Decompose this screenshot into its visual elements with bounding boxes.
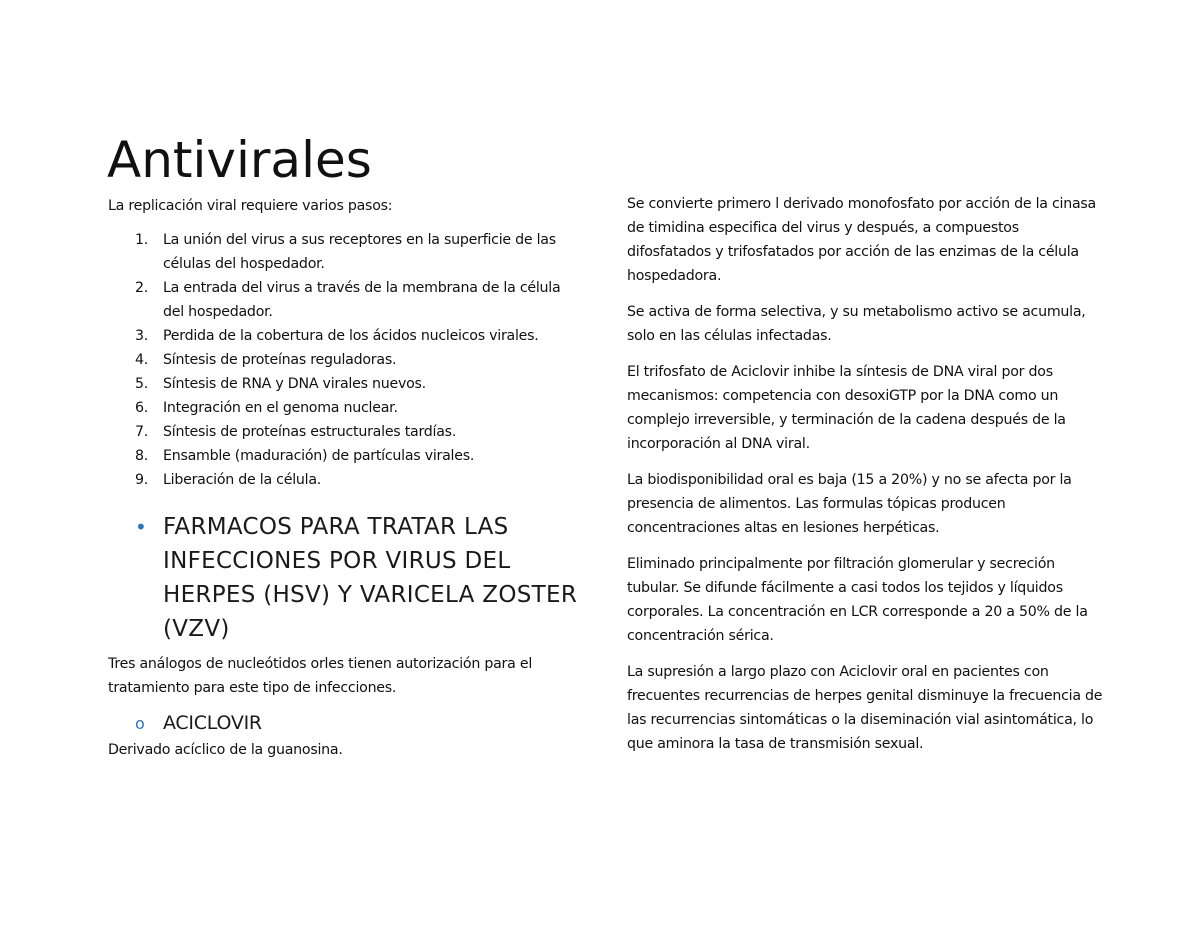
paragraph: Eliminado principalmente por filtración glomerular y secreción tubular. Se difunde fácilmente a casi todos los tejidos y líquidos corporales. La concentración en LCR corresponde a 20 a 50% de la concentración sérica.: [627, 556, 1088, 644]
list-number: 6.: [135, 400, 149, 416]
list-number: 2.: [135, 280, 149, 296]
list-item-text: Perdida de la cobertura de los ácidos nucleicos virales.: [163, 328, 539, 344]
list-item-text: Integración en el genoma nuclear.: [163, 400, 398, 416]
section-heading: [108, 510, 578, 646]
left-column: [108, 194, 578, 762]
page-title: Antivirales: [107, 131, 372, 189]
list-item-text: La unión del virus a sus receptores en la superficie de las células del hospedador.: [163, 232, 556, 272]
list-item-text: Ensamble (maduración) de partículas virales.: [163, 448, 475, 464]
right-column: [627, 192, 1107, 768]
list-item: [108, 468, 578, 492]
subsection-heading-text: ACICLOVIR: [163, 712, 262, 734]
list-number: 4.: [135, 352, 149, 368]
list-item-text: Síntesis de proteínas estructurales tardías.: [163, 424, 457, 440]
list-item-text: La entrada del virus a través de la membrana de la célula del hospedador.: [163, 280, 561, 320]
list-number: 8.: [135, 448, 149, 464]
subsection-paragraph: Derivado acíclico de la guanosina.: [108, 742, 343, 758]
list-item: [108, 324, 578, 348]
intro-paragraph: La replicación viral requiere varios pasos:: [108, 198, 393, 214]
bullet-icon: •: [135, 515, 148, 539]
list-item: [108, 276, 578, 324]
paragraph: La biodisponibilidad oral es baja (15 a 20%) y no se afecta por la presencia de alimentos. Las formulas tópicas producen concentraciones altas en lesiones herpéticas.: [627, 472, 1072, 536]
list-item: [108, 420, 578, 444]
list-item: [108, 396, 578, 420]
paragraph: La supresión a largo plazo con Aciclovir oral en pacientes con frecuentes recurrencias de herpes genital disminuye la frecuencia de las recurrencias sintomáticas o la diseminación vial asintomática, lo que aminora la tasa de transmisión sexual.: [627, 664, 1103, 752]
paragraph: El trifosfato de Aciclovir inhibe la síntesis de DNA viral por dos mecanismos: competencia con desoxiGTP por la DNA como un complejo irreversible, y terminación de la cadena después de la incorporación al DNA viral.: [627, 364, 1066, 452]
list-item-text: Síntesis de proteínas reguladoras.: [163, 352, 397, 368]
paragraph: Se activa de forma selectiva, y su metabolismo activo se acumula, solo en las células infectadas.: [627, 304, 1086, 344]
list-item: [108, 444, 578, 468]
replication-steps-list: [108, 228, 578, 492]
list-number: 5.: [135, 376, 149, 392]
list-item: [108, 228, 578, 276]
list-number: 1.: [135, 232, 149, 248]
list-item-text: Síntesis de RNA y DNA virales nuevos.: [163, 376, 426, 392]
list-number: 7.: [135, 424, 149, 440]
section-heading-text: FARMACOS PARA TRATAR LAS INFECCIONES POR VIRUS DEL HERPES (HSV) Y VARICELA ZOSTER (VZV): [163, 514, 578, 642]
section-paragraph: Tres análogos de nucleótidos orles tienen autorización para el tratamiento para este tipo de infecciones.: [108, 656, 533, 696]
list-item-text: Liberación de la célula.: [163, 472, 322, 488]
list-item: [108, 348, 578, 372]
subsection-heading: [108, 710, 578, 736]
paragraph: Se convierte primero l derivado monofosfato por acción de la cinasa de timidina especifica del virus y después, a compuestos difosfatados y trifosfatados por acción de las enzimas de la célula hospedadora.: [627, 196, 1096, 284]
list-number: 9.: [135, 472, 149, 488]
list-item: [108, 372, 578, 396]
list-number: 3.: [135, 328, 149, 344]
hollow-bullet-icon: o: [135, 714, 145, 733]
